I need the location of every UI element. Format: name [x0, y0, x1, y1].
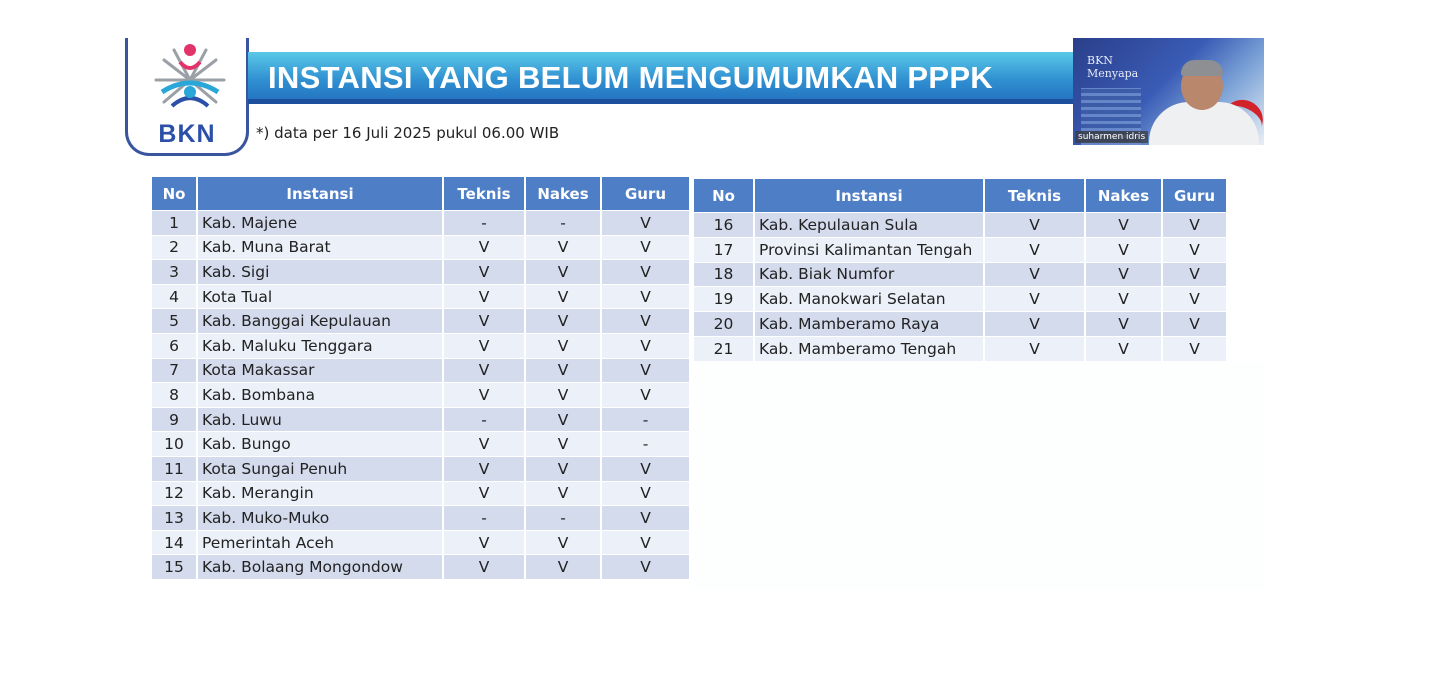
cell-nakes: V	[526, 408, 602, 432]
cell-teknis: V	[444, 482, 526, 506]
col-header-instansi: Instansi	[755, 179, 985, 212]
cell-no: 18	[694, 263, 755, 287]
cell-nakes: V	[526, 383, 602, 407]
blank-area	[694, 362, 1264, 590]
cell-no: 12	[152, 482, 198, 506]
cell-instansi: Kab. Bombana	[198, 383, 444, 407]
cell-teknis: V	[444, 334, 526, 358]
cell-instansi: Kab. Muko-Muko	[198, 506, 444, 530]
cell-teknis: -	[444, 506, 526, 530]
col-header-nakes: Nakes	[526, 177, 602, 210]
cell-no: 11	[152, 457, 198, 481]
table-row	[694, 312, 1226, 336]
cell-no: 15	[152, 555, 198, 579]
cell-teknis: V	[985, 263, 1086, 287]
video-feed[interactable]	[1073, 38, 1264, 145]
cell-teknis: V	[444, 260, 526, 284]
cell-instansi: Kota Sungai Penuh	[198, 457, 444, 481]
table-header-row	[152, 177, 689, 210]
table-row	[152, 359, 689, 383]
cell-guru: V	[602, 236, 689, 260]
table-header-row	[694, 179, 1226, 212]
cell-instansi: Provinsi Kalimantan Tengah	[755, 238, 985, 262]
cell-guru: V	[1163, 238, 1226, 262]
col-header-no: No	[152, 177, 198, 210]
table-row	[152, 457, 689, 481]
table-row	[694, 238, 1226, 262]
table-row	[152, 506, 689, 530]
cell-guru: V	[1163, 287, 1226, 311]
cell-guru: V	[1163, 213, 1226, 237]
cell-teknis: -	[444, 408, 526, 432]
table-row	[152, 236, 689, 260]
cell-instansi: Kab. Luwu	[198, 408, 444, 432]
cell-no: 4	[152, 285, 198, 309]
cell-nakes: V	[526, 457, 602, 481]
cell-nakes: V	[1086, 263, 1163, 287]
cell-no: 21	[694, 337, 755, 361]
cell-guru: V	[602, 506, 689, 530]
table-row	[152, 482, 689, 506]
cell-teknis: V	[444, 309, 526, 333]
cell-instansi: Kab. Mamberamo Raya	[755, 312, 985, 336]
cell-instansi: Kab. Mamberamo Tengah	[755, 337, 985, 361]
cell-instansi: Kab. Sigi	[198, 260, 444, 284]
cell-no: 16	[694, 213, 755, 237]
col-header-guru: Guru	[1163, 179, 1226, 212]
cell-instansi: Kab. Merangin	[198, 482, 444, 506]
cell-nakes: V	[1086, 337, 1163, 361]
table-row	[152, 260, 689, 284]
cell-teknis: V	[444, 531, 526, 555]
cell-nakes: V	[1086, 213, 1163, 237]
cell-no: 7	[152, 359, 198, 383]
cell-instansi: Pemerintah Aceh	[198, 531, 444, 555]
cell-nakes: V	[526, 285, 602, 309]
cell-guru: V	[602, 211, 689, 235]
cell-teknis: V	[444, 236, 526, 260]
table-row	[694, 263, 1226, 287]
cell-teknis: V	[985, 337, 1086, 361]
title-banner	[248, 52, 1076, 104]
cell-teknis: V	[444, 359, 526, 383]
table-row	[152, 309, 689, 333]
cell-no: 9	[152, 408, 198, 432]
cell-teknis: V	[444, 432, 526, 456]
cell-teknis: V	[444, 285, 526, 309]
cell-no: 8	[152, 383, 198, 407]
col-header-teknis: Teknis	[985, 179, 1086, 212]
cell-teknis: V	[985, 238, 1086, 262]
cell-nakes: V	[526, 309, 602, 333]
cell-no: 2	[152, 236, 198, 260]
table-row	[152, 334, 689, 358]
cell-guru: V	[602, 531, 689, 555]
cell-guru: V	[602, 555, 689, 579]
table-row	[152, 531, 689, 555]
cell-nakes: V	[1086, 238, 1163, 262]
cell-guru: V	[602, 457, 689, 481]
cell-guru: -	[602, 408, 689, 432]
instansi-table-right	[694, 178, 1226, 362]
table-row	[152, 555, 689, 579]
cell-instansi: Kota Tual	[198, 285, 444, 309]
cell-guru: V	[602, 260, 689, 284]
table-row	[152, 211, 689, 235]
cell-guru: V	[1163, 263, 1226, 287]
table-row	[152, 285, 689, 309]
col-header-nakes: Nakes	[1086, 179, 1163, 212]
cell-teknis: V	[444, 457, 526, 481]
cell-guru: V	[602, 482, 689, 506]
cell-teknis: V	[985, 312, 1086, 336]
cell-guru: V	[602, 383, 689, 407]
cell-nakes: V	[526, 432, 602, 456]
cell-instansi: Kab. Biak Numfor	[755, 263, 985, 287]
cell-no: 19	[694, 287, 755, 311]
cell-instansi: Kab. Manokwari Selatan	[755, 287, 985, 311]
col-header-no: No	[694, 179, 755, 212]
cell-nakes: V	[526, 334, 602, 358]
logo-text: BKN	[158, 120, 216, 148]
cell-nakes: V	[526, 359, 602, 383]
cell-instansi: Kab. Bolaang Mongondow	[198, 555, 444, 579]
cell-guru: V	[602, 334, 689, 358]
cell-instansi: Kota Makassar	[198, 359, 444, 383]
cell-guru: V	[602, 285, 689, 309]
cell-no: 20	[694, 312, 755, 336]
table-row	[694, 213, 1226, 237]
cell-no: 17	[694, 238, 755, 262]
cell-teknis: V	[985, 213, 1086, 237]
col-header-guru: Guru	[602, 177, 689, 210]
cell-no: 3	[152, 260, 198, 284]
cell-no: 5	[152, 309, 198, 333]
cell-no: 1	[152, 211, 198, 235]
cell-no: 14	[152, 531, 198, 555]
cell-guru: V	[602, 309, 689, 333]
cell-nakes: -	[526, 506, 602, 530]
cell-instansi: Kab. Majene	[198, 211, 444, 235]
cell-nakes: V	[1086, 287, 1163, 311]
cell-nakes: V	[526, 482, 602, 506]
cell-guru: V	[1163, 337, 1226, 361]
cell-teknis: V	[444, 383, 526, 407]
cell-nakes: V	[526, 531, 602, 555]
cell-instansi: Kab. Bungo	[198, 432, 444, 456]
cell-guru: V	[1163, 312, 1226, 336]
table-row	[694, 287, 1226, 311]
participant-hair	[1181, 60, 1223, 76]
participant-name: suharmen idris	[1075, 131, 1148, 143]
bkn-logo	[125, 38, 249, 156]
cell-nakes: V	[526, 236, 602, 260]
cell-instansi: Kab. Banggai Kepulauan	[198, 309, 444, 333]
cell-guru: V	[602, 359, 689, 383]
cell-guru: -	[602, 432, 689, 456]
table-row	[152, 432, 689, 456]
data-date-note: *) data per 16 Juli 2025 pukul 06.00 WIB	[256, 124, 560, 142]
table-row	[152, 408, 689, 432]
cell-teknis: -	[444, 211, 526, 235]
col-header-instansi: Instansi	[198, 177, 444, 210]
cell-no: 6	[152, 334, 198, 358]
cell-teknis: V	[444, 555, 526, 579]
video-overlay-text: BKN Menyapa	[1087, 54, 1139, 80]
col-header-teknis: Teknis	[444, 177, 526, 210]
cell-nakes: V	[1086, 312, 1163, 336]
cell-teknis: V	[985, 287, 1086, 311]
cell-nakes: V	[526, 555, 602, 579]
cell-instansi: Kab. Muna Barat	[198, 236, 444, 260]
page-title: INSTANSI YANG BELUM MENGUMUMKAN PPPK	[268, 60, 993, 95]
cell-instansi: Kab. Maluku Tenggara	[198, 334, 444, 358]
instansi-table-left	[152, 176, 689, 580]
bkn-emblem-icon	[150, 40, 230, 122]
cell-nakes: V	[526, 260, 602, 284]
cell-no: 10	[152, 432, 198, 456]
cell-instansi: Kab. Kepulauan Sula	[755, 213, 985, 237]
table-row	[694, 337, 1226, 361]
table-row	[152, 383, 689, 407]
cell-no: 13	[152, 506, 198, 530]
cell-nakes: -	[526, 211, 602, 235]
